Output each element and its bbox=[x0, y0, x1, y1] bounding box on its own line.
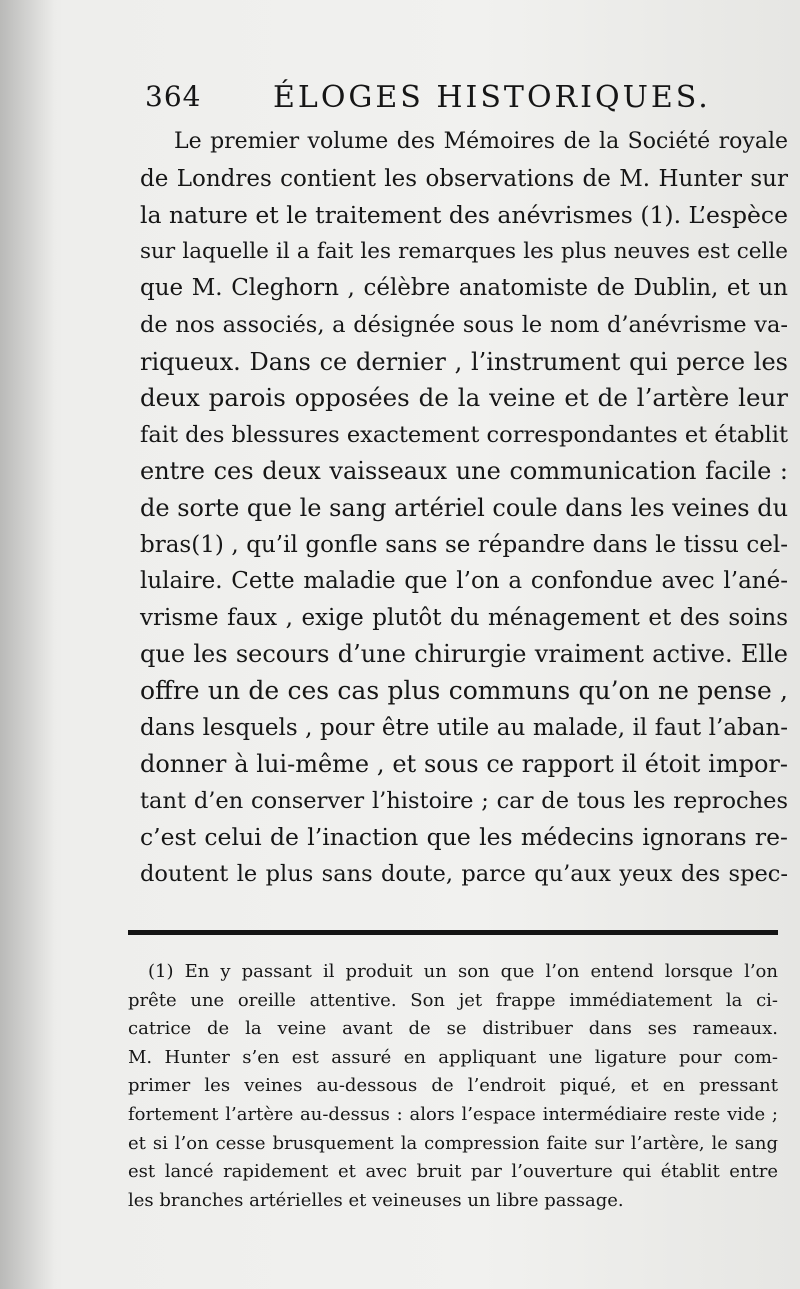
body-line: offre un de ces cas plus communs qu’on ne pense , bbox=[140, 675, 788, 705]
body-text bbox=[140, 124, 788, 892]
body-line: sur laquelle il a fait les remarques les plus neuves est celle bbox=[140, 238, 788, 264]
body-line: vrisme faux , exige plutôt du ménagement et des soins bbox=[140, 604, 788, 631]
footnote-line: (1) En y passant il produit un son que l’on entend lorsque l’on bbox=[148, 961, 778, 982]
body-line: de Londres contient les observations de M. Hunter sur bbox=[140, 165, 788, 192]
body-line: bras(1) , qu’il gonfle sans se répandre dans le tissu cel- bbox=[140, 531, 788, 558]
body-line: que les secours d’une chirurgie vraiment active. Elle bbox=[140, 640, 788, 669]
footnote-line: fortement l’artère au-dessus : alors l’espace intermédiaire reste vide ; bbox=[128, 1103, 778, 1125]
gutter-shadow bbox=[0, 0, 55, 1289]
footnote bbox=[128, 958, 778, 1215]
footnote-line: et si l’on cesse brusquement la compression faite sur l’artère, le sang bbox=[128, 1132, 778, 1154]
body-line: de sorte que le sang artériel coule dans les veines du bbox=[140, 493, 789, 522]
body-line: fait des blessures exactement correspondantes et établit bbox=[140, 421, 788, 448]
footnote-line: les branches artérielles et veineuses un libre passage. bbox=[128, 1189, 624, 1211]
page-header bbox=[145, 80, 785, 124]
body-line: doutent le plus sans doute, parce qu’aux yeux des spec- bbox=[140, 860, 788, 887]
body-line: entre ces deux vaisseaux une communication facile : bbox=[140, 457, 788, 486]
body-line: deux parois opposées de la veine et de l’artère leur bbox=[140, 383, 788, 413]
body-line: que M. Cleghorn , célèbre anatomiste de Dublin, et un bbox=[140, 275, 788, 302]
running-title: ÉLOGES HISTORIQUES. bbox=[273, 80, 711, 115]
body-line: la nature et le traitement des anévrismes (1). L’espèce bbox=[140, 201, 788, 230]
body-line: tant d’en conserver l’histoire ; car de tous les reproches bbox=[140, 787, 788, 814]
footnote-line: est lancé rapidement et avec bruit par l’ouverture qui établit entre bbox=[128, 1161, 778, 1183]
footnote-line: prête une oreille attentive. Son jet frappe immédiatement la ci- bbox=[128, 989, 778, 1011]
footnote-line: catrice de la veine avant de se distribuer dans ses rameaux. bbox=[128, 1018, 778, 1040]
footnote-line: M. Hunter s’en est assuré en appliquant une ligature pour com- bbox=[128, 1046, 778, 1068]
body-line: Le premier volume des Mémoires de la Société royale bbox=[174, 129, 788, 154]
body-line: de nos associés, a désignée sous le nom d’anévrisme va- bbox=[140, 311, 788, 338]
page-number: 364 bbox=[145, 80, 202, 113]
footnote-line: primer les veines au-dessous de l’endroit piqué, et en pressant bbox=[128, 1075, 778, 1097]
body-line: c’est celui de l’inaction que les médecins ignorans re- bbox=[140, 823, 788, 852]
body-line: lulaire. Cette maladie que l’on a confondue avec l’ané- bbox=[140, 568, 788, 595]
body-line: dans lesquels , pour être utile au malade, il faut l’aban- bbox=[140, 714, 788, 741]
body-line: donner à lui-même , et sous ce rapport il étoit impor- bbox=[140, 750, 788, 779]
footnote-rule bbox=[128, 930, 778, 935]
body-line: riqueux. Dans ce dernier , l’instrument qui perce les bbox=[140, 347, 788, 376]
